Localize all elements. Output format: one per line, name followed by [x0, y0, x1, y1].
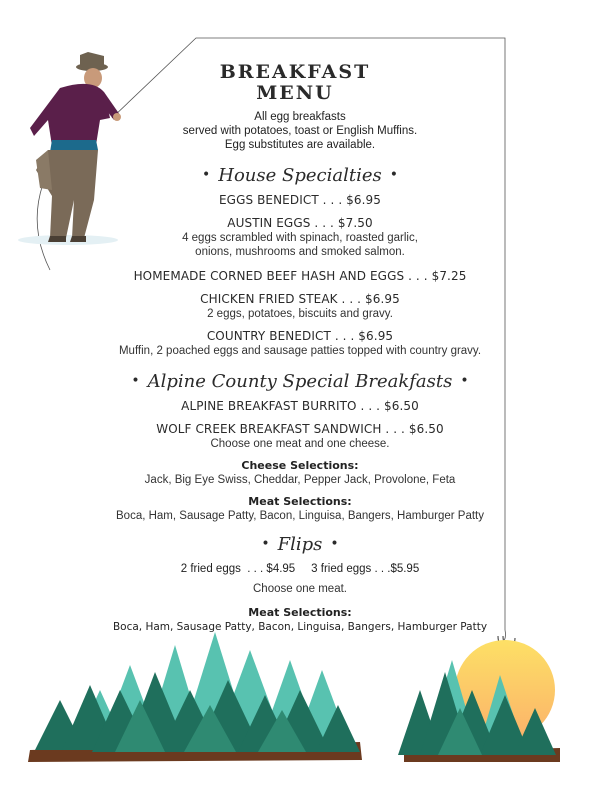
- section-house-specialties: [60, 164, 540, 187]
- bullet-icon: •: [261, 536, 270, 552]
- menu-title-line2: MENU: [256, 82, 334, 104]
- intro-line: All egg breakfasts: [254, 111, 346, 123]
- bullet-icon: •: [202, 167, 211, 183]
- menu-item: EGGS BENEDICT . . . $6.95: [218, 193, 382, 207]
- flips-note: Choose one meat.: [253, 583, 347, 595]
- menu-item: CHICKEN FRIED STEAK . . . $6.95: [200, 292, 400, 306]
- item-description: Choose one meat and one cheese.: [210, 438, 390, 450]
- bullet-icon: •: [389, 167, 398, 183]
- item-description: onions, mushrooms and smoked salmon.: [195, 246, 405, 258]
- intro-line: Egg substitutes are available.: [224, 139, 376, 151]
- menu-item: AUSTIN EGGS . . . $7.50: [227, 216, 373, 230]
- menu-item: ALPINE BREAKFAST BURRITO . . . $6.50: [181, 399, 419, 413]
- breakfast-menu: [60, 62, 540, 634]
- menu-item: HOMEMADE CORNED BEEF HASH AND EGGS . . . $7.25: [133, 269, 467, 283]
- intro-text: [60, 110, 540, 152]
- section-alpine-specials: [60, 370, 540, 393]
- bullet-icon: •: [460, 373, 469, 389]
- flips-prices: 2 fried eggs . . . $4.95 3 fried eggs . . .$5.95: [180, 563, 420, 575]
- bullet-icon: •: [330, 536, 339, 552]
- section-heading: House Specialties: [218, 165, 382, 186]
- cheese-selections-heading: Cheese Selections:: [241, 459, 359, 472]
- menu-item: COUNTRY BENEDICT . . . $6.95: [206, 329, 394, 343]
- intro-line: served with potatoes, toast or English Muffins.: [182, 125, 418, 137]
- meat-selections-list: Boca, Ham, Sausage Patty, Bacon, Linguisa, Bangers, Hamburger Patty: [116, 510, 484, 522]
- item-description: 4 eggs scrambled with spinach, roasted garlic,: [182, 232, 418, 244]
- section-heading: Alpine County Special Breakfasts: [147, 371, 453, 392]
- menu-title-line1: BREAKFAST: [219, 61, 371, 83]
- item-description: 2 eggs, potatoes, biscuits and gravy.: [207, 308, 393, 320]
- section-flips: [60, 533, 540, 556]
- flips-meat-selections-heading: Meat Selections:: [248, 606, 352, 619]
- flips-meat-selections-list: Boca, Ham, Sausage Patty, Bacon, Linguisa, Bangers, Hamburger Patty: [112, 621, 488, 633]
- menu-title: [50, 62, 540, 104]
- menu-item: WOLF CREEK BREAKFAST SANDWICH . . . $6.50: [156, 422, 444, 436]
- cheese-selections-list: Jack, Big Eye Swiss, Cheddar, Pepper Jack, Provolone, Feta: [144, 474, 456, 486]
- meat-selections-heading: Meat Selections:: [248, 495, 352, 508]
- bullet-icon: •: [131, 373, 140, 389]
- section-heading: Flips: [277, 534, 323, 555]
- item-description: Muffin, 2 poached eggs and sausage patties topped with country gravy.: [118, 345, 482, 357]
